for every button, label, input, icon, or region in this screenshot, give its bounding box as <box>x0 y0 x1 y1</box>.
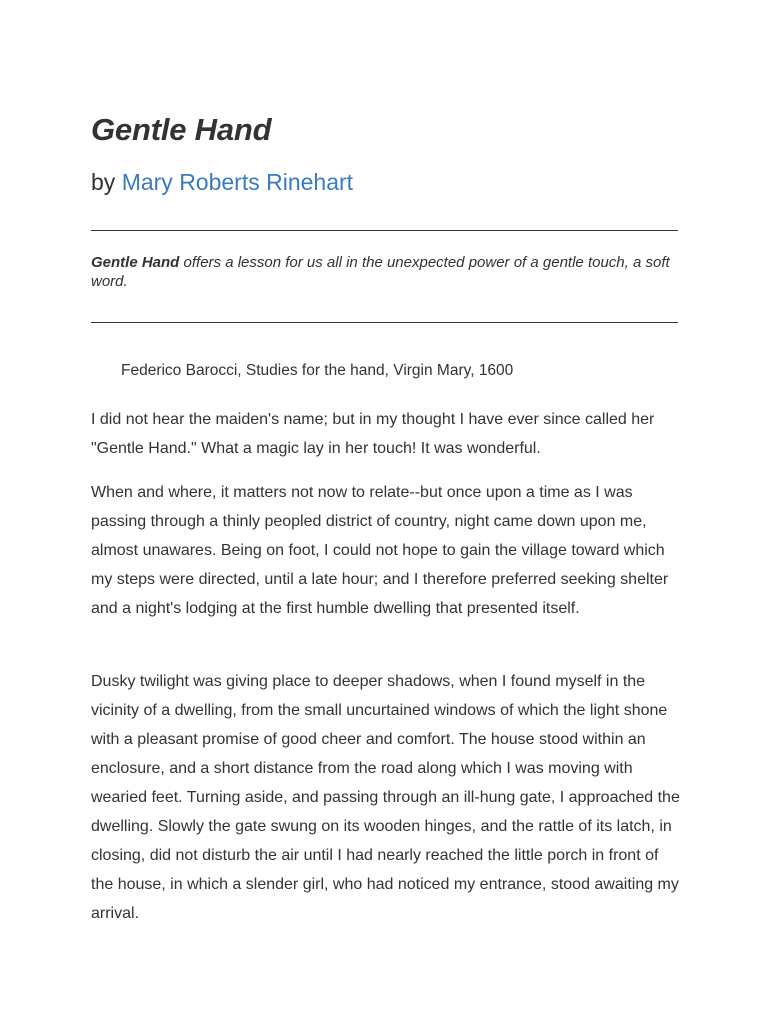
paragraph-3: Dusky twilight was giving place to deeper shadows, when I found myself in the vicinity of a dwelling, from the small uncurtained windows of which the light shone with a pleasant promise of good cheer and comfort. The house stood within an enclosure, and a short distance from the road along which I was moving with wearied feet. Turning aside, and passing through an ill-hung gate, I approached the dwelling. Slowly the gate swung on its wooden hinges, and the rattle of its latch, in closing, did not disturb the air until I had nearly reached the little porch in front of the house, in which a slender girl, who had noticed my entrance, stood awaiting my arrival. <box>91 673 680 922</box>
article-summary <box>91 253 678 291</box>
summary-text: offers a lesson for us all in the unexpected power of a gentle touch, a soft word. <box>91 254 670 290</box>
divider-top <box>91 230 678 231</box>
author-link[interactable]: Mary Roberts Rinehart <box>121 169 354 195</box>
byline <box>91 169 353 196</box>
article-title: Gentle Hand <box>91 112 272 147</box>
divider-bottom <box>91 322 678 323</box>
image-caption: Federico Barocci, Studies for the hand, Virgin Mary, 1600 <box>121 362 514 379</box>
by-label: by <box>91 169 116 195</box>
paragraph-2: When and where, it matters not now to relate--but once upon a time as I was passing through a thinly peopled district of country, night came down upon me, almost unawares. Being on foot, I could not hope to gain the village toward which my steps were directed, until a late hour; and I therefore preferred seeking shelter and a night's lodging at the first humble dwelling that presented itself. <box>91 484 669 617</box>
paragraph-1: I did not hear the maiden's name; but in my thought I have ever since called her "Gentle Hand." What a magic lay in her touch! It was wonderful. <box>91 411 655 457</box>
summary-title: Gentle Hand <box>91 254 180 271</box>
